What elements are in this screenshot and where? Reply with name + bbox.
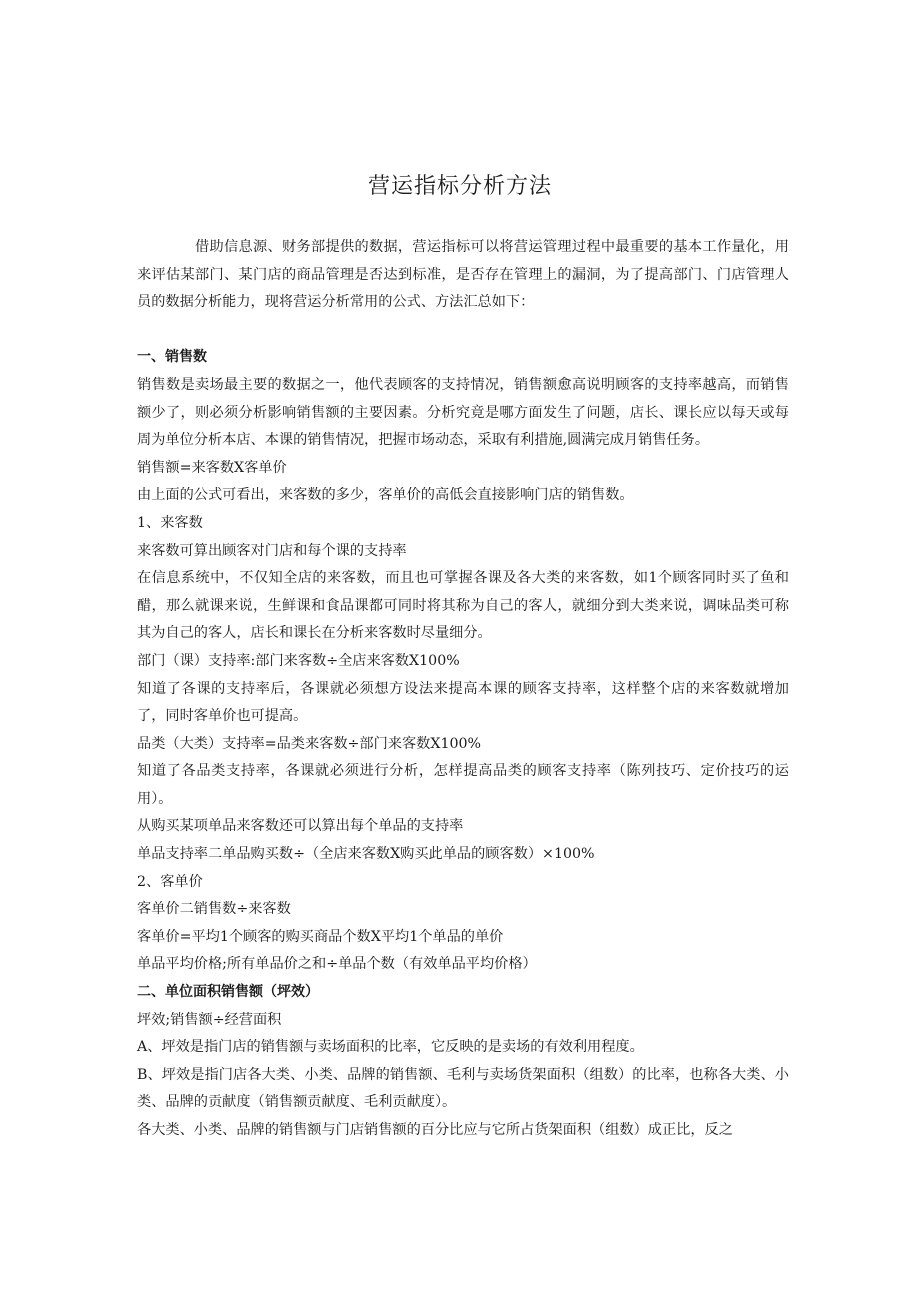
- category-support-paragraph: 知道了各品类支持率，各课就必须进行分析，怎样提高品类的顾客支持率（陈列技巧、定价技巧的运用）。: [137, 763, 789, 807]
- sales-per-area-point-a: A、坪效是指门店的销售额与卖场面积的比率，它反映的是卖场的有效利用程度。: [137, 1039, 644, 1056]
- sales-per-area-point-b: B、坪效是指门店各大类、小类、品牌的销售额、毛利与卖场货架面积（组数）的比率，也称各大类、小类、品牌的贡献度（销售额贡献度、毛利贡献度）。: [137, 1066, 789, 1111]
- sales-paragraph-2: 由上面的公式可看出，来客数的多少，客单价的高低会直接影响门店的销售数。: [137, 487, 634, 504]
- customer-count-paragraph: 在信息系统中，不仅知全店的来客数，而且也可掌握各课及各大类的来客数，如1个顾客同时买了鱼和醋，那么就课来说，生鲜课和食品课都可同时将其称为自己的客人，就细分到大类来说，调味品类可称其为自己的客人，店长和课长在分析来客数时尽量细分。: [137, 570, 789, 642]
- sales-per-area-last-paragraph: 各大类、小类、品牌的销售额与门店销售额的百分比应与它所占货架面积（组数）成正比，反之: [137, 1122, 733, 1138]
- department-support-paragraph: 知道了各课的支持率后，各课就必须想方设法来提高本课的顾客支持率，这样整个店的来客数就增加了，同时客单价也可提高。: [137, 680, 789, 725]
- sales-formula: 销售额=来客数X客单价: [137, 459, 287, 476]
- sales-paragraph: 销售数是卖场最主要的数据之一，他代表顾客的支持情况，销售额愈高说明顾客的支持率越高，而销售额少了，则必须分析影响销售额的主要因素。分析究竟是哪方面发生了问题，店长、课长应以每天或每周为单位分析本店、本课的销售情况，把握市场动态，采取有利措施,圆满完成月销售任务。: [137, 376, 789, 449]
- subheading-average-ticket: 2、客单价: [137, 873, 203, 890]
- subheading-customer-count: 1、来客数: [137, 514, 203, 531]
- department-support-formula: 部门（课）支持率:部门来客数÷全店来客数X100%: [137, 652, 460, 669]
- item-support-formula: 单品支持率二单品购买数÷（全店来客数X购买此单品的顾客数）×100%: [137, 846, 595, 863]
- section-heading-sales-per-area: 二、单位面积销售额（坪效）: [137, 984, 319, 1001]
- average-ticket-formula-2: 客单价=平均1个顾客的购买商品个数X平均1个单品的单价: [137, 928, 504, 945]
- document-body: [137, 234, 789, 1145]
- document-title: 营运指标分析方法: [367, 174, 552, 199]
- average-ticket-formula-1: 客单价二销售数÷来客数: [137, 901, 291, 918]
- customer-count-line: 来客数可算出顾客对门店和每个课的支持率: [137, 542, 407, 559]
- average-item-price-formula: 单品平均价格;所有单品价之和÷单品个数（有效单品平均价格）: [137, 956, 537, 973]
- intro-paragraph: 借助信息源、财务部提供的数据，营运指标可以将营运管理过程中最重要的基本工作量化，用来评估某部门、某门店的商品管理是否达到标准，是否存在管理上的漏洞，为了提高部门、门店管理人员的数据分析能力，现将营运分析常用的公式、方法汇总如下：: [137, 239, 789, 311]
- paragraph-spacer: [137, 317, 789, 345]
- item-support-line: 从购买某项单品来客数还可以算出每个单品的支持率: [137, 818, 464, 835]
- section-heading-sales: 一、销售数: [137, 349, 207, 366]
- sales-per-area-formula: 坪效;销售额÷经营面积: [137, 1011, 282, 1028]
- category-support-formula: 品类（大类）支持率=品类来客数÷部门来客数X100%: [137, 735, 481, 752]
